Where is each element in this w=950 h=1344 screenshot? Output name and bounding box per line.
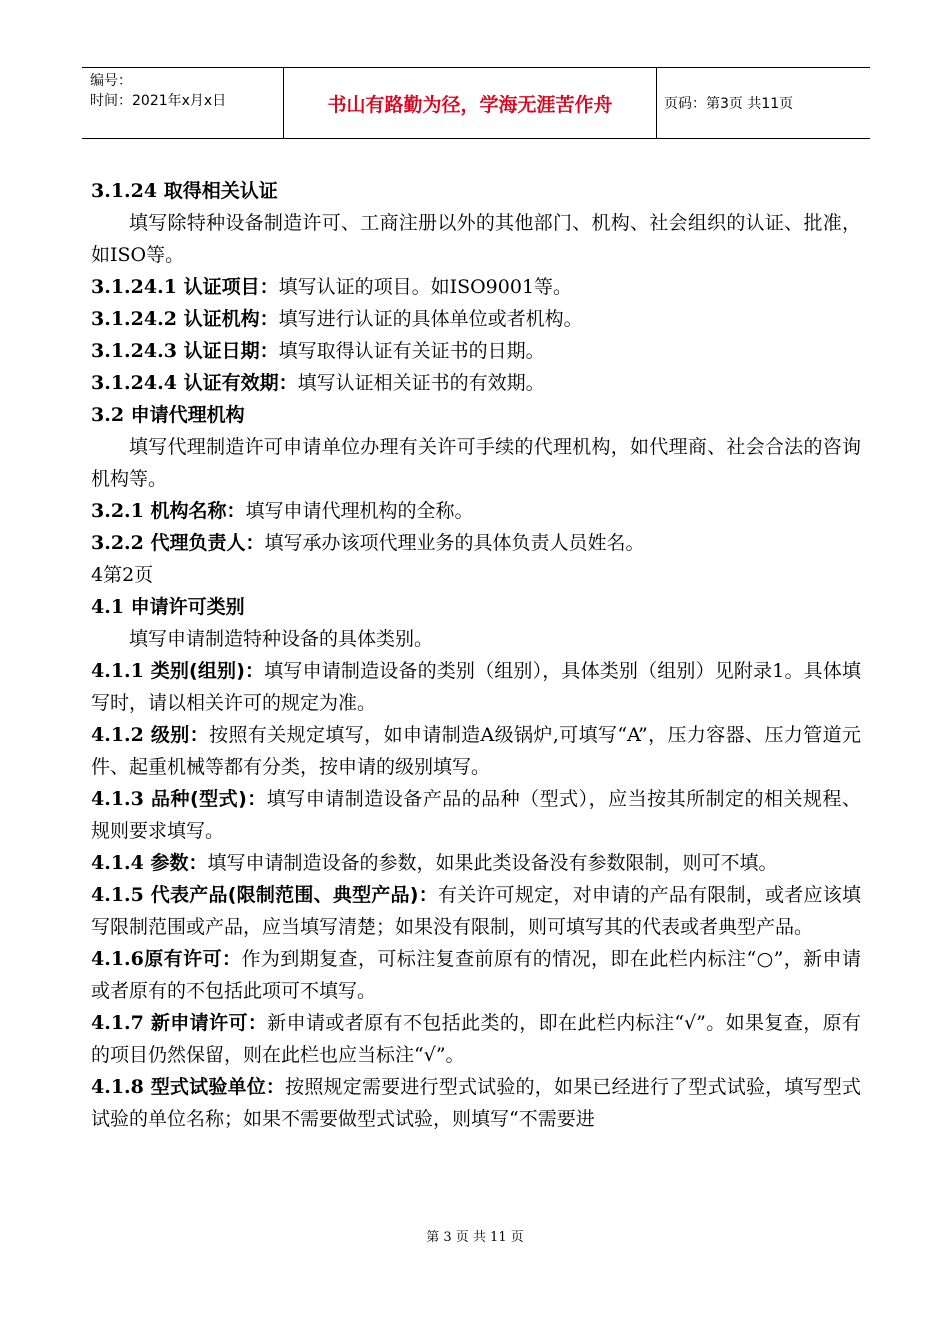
section-number: 3.1.24.4: [91, 372, 184, 394]
section-number: 3.1.24.3: [91, 340, 184, 362]
section-number: 3.1.24.2: [91, 308, 184, 330]
field-term: 参数：: [150, 852, 208, 874]
paragraph-text: 填写申请制造特种设备的具体类别。: [129, 628, 434, 650]
section-number: 4.1 申请许可类别: [91, 596, 245, 618]
field-description: 填写申请制造设备产品的品种（型式），应当按其所制定的相关规程、规则要求填写。: [91, 788, 861, 842]
section-number: 4.1.7: [91, 1012, 151, 1034]
field-description: 填写进行认证的具体单位或者机构。: [278, 308, 583, 330]
page-header: [82, 67, 870, 139]
section-number: 4.1.8: [91, 1076, 151, 1098]
field-term: 机构名称：: [150, 500, 246, 522]
field-description: 作为到期复查，可标注复查前原有的情况，即在此栏内标注“○”，新申请或者原有的不包括此项可不填写。: [91, 948, 861, 1002]
paragraph-text: 填写代理制造许可申请单位办理有关许可手续的代理机构，如代理商、社会合法的咨询机构等。: [91, 436, 861, 490]
field-description: 填写认证的项目。如ISO9001等。: [278, 276, 573, 298]
body-paragraph: [91, 431, 861, 495]
section-heading: [91, 175, 861, 207]
document-body: [91, 175, 861, 1135]
paragraph-text: 填写除特种设备制造许可、工商注册以外的其他部门、机构、社会组织的认证、批准，如ISO等。: [91, 212, 861, 266]
definition-item: [91, 271, 861, 303]
field-term: 原有许可：: [143, 948, 242, 970]
field-description: 填写申请代理机构的全称。: [245, 500, 474, 522]
heading-text: 4第2页: [91, 564, 154, 586]
header-page-info: 页码：第3页 共11页: [664, 96, 794, 112]
section-heading: [91, 559, 861, 591]
field-term: 新申请许可：: [150, 1012, 268, 1034]
field-description: 填写认证相关证书的有效期。: [297, 372, 545, 394]
definition-item: [91, 847, 861, 879]
body-paragraph: [91, 207, 861, 271]
definition-item: [91, 655, 861, 719]
definition-item: [91, 495, 861, 527]
field-description: 按照有关规定填写，如申请制造A级锅炉,可填写“A”，压力容器、压力管道元件、起重机械等都有分类，按申请的级别填写。: [91, 724, 861, 778]
field-term: 型式试验单位：: [150, 1076, 286, 1098]
definition-item: [91, 527, 861, 559]
definition-item: [91, 367, 861, 399]
field-description: 按照规定需要进行型式试验的，如果已经进行了型式试验，填写型式试验的单位名称；如果不需要做型式试验，则填写“不需要进: [91, 1076, 861, 1130]
document-time-label: 时间：2021年x月x日: [90, 93, 227, 109]
field-term: 类别(组别)：: [150, 660, 265, 682]
section-number: 4.1.5: [91, 884, 151, 906]
field-term: 代表产品(限制范围、典型产品)：: [150, 884, 438, 906]
field-description: 填写承办该项代理业务的具体负责人员姓名。: [264, 532, 645, 554]
section-number: 3.2 申请代理机构: [91, 404, 245, 426]
page-footer: 第 3 页 共 11 页: [426, 1230, 524, 1245]
header-meta: [82, 68, 284, 138]
field-term: 认证机构：: [183, 308, 279, 330]
section-number: 4.1.6: [91, 948, 144, 970]
header-motto: 书山有路勤为径，学海无涯苦作舟: [284, 68, 657, 138]
field-term: 代理负责人：: [150, 532, 265, 554]
definition-item: [91, 783, 861, 847]
section-number: 3.1.24.1: [91, 276, 184, 298]
definition-item: [91, 303, 861, 335]
field-term: 认证有效期：: [183, 372, 298, 394]
section-number: 3.1.24 取得相关认证: [91, 180, 278, 202]
definition-item: [91, 943, 861, 1007]
section-number: 3.2.1: [91, 500, 151, 522]
body-paragraph: [91, 623, 861, 655]
section-number: 4.1.3: [91, 788, 151, 810]
field-description: 填写申请制造设备的类别（组别），具体类别（组别）见附录1。具体填写时，请以相关许可的规定为准。: [91, 660, 862, 714]
definition-item: [91, 879, 861, 943]
field-description: 填写申请制造设备的参数，如果此类设备没有参数限制，则可不填。: [207, 852, 778, 874]
section-number: 4.1.2: [91, 724, 151, 746]
definition-item: [91, 719, 861, 783]
section-heading: [91, 399, 861, 431]
field-term: 级别：: [150, 724, 210, 746]
field-term: 认证项目：: [183, 276, 279, 298]
field-term: 品种(型式)：: [151, 788, 267, 810]
section-number: 4.1.1: [91, 660, 151, 682]
definition-item: [91, 335, 861, 367]
definition-item: [91, 1071, 861, 1135]
field-description: 填写取得认证有关证书的日期。: [278, 340, 545, 362]
field-term: 认证日期：: [183, 340, 279, 362]
field-description: 有关许可规定，对申请的产品有限制，或者应该填写限制范围或产品，应当填写清楚；如果没有限制，则可填写其的代表或者典型产品。: [91, 884, 861, 938]
section-number: 4.1.4: [91, 852, 151, 874]
document-number-label: 编号：: [90, 73, 132, 89]
section-heading: [91, 591, 861, 623]
definition-item: [91, 1007, 861, 1071]
field-description: 新申请或者原有不包括此类的，即在此栏内标注“√”。如果复查，原有的项目仍然保留，则在此栏也应当标注“√”。: [91, 1012, 861, 1066]
section-number: 3.2.2: [91, 532, 151, 554]
